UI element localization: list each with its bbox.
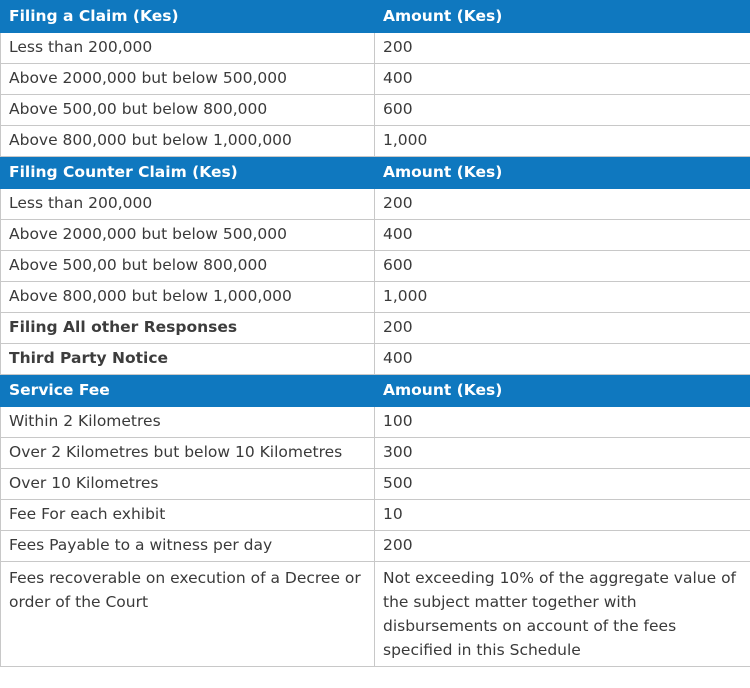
amount-cell: Not exceeding 10% of the aggregate value of the subject matter together with disbursements on account of the fees specified in this Schedule xyxy=(375,562,750,667)
table-row xyxy=(1,282,750,313)
description-cell: Above 500,00 but below 800,000 xyxy=(1,95,375,126)
header-cell: Amount (Kes) xyxy=(375,375,750,407)
amount-cell: 400 xyxy=(375,64,750,95)
description-cell: Filing All other Responses xyxy=(1,313,375,344)
amount-cell: 200 xyxy=(375,189,750,220)
amount-cell: 600 xyxy=(375,251,750,282)
table-row xyxy=(1,251,750,282)
amount-cell: 200 xyxy=(375,531,750,562)
amount-cell: 200 xyxy=(375,33,750,64)
description-cell: Less than 200,000 xyxy=(1,189,375,220)
table-row xyxy=(1,344,750,375)
header-cell: Amount (Kes) xyxy=(375,157,750,189)
amount-cell: 400 xyxy=(375,220,750,251)
header-cell: Amount (Kes) xyxy=(375,1,750,33)
amount-cell: 1,000 xyxy=(375,282,750,313)
table-row xyxy=(1,407,750,438)
table-row xyxy=(1,64,750,95)
amount-cell: 500 xyxy=(375,469,750,500)
description-cell: Fees recoverable on execution of a Decree or order of the Court xyxy=(1,562,375,667)
description-cell: Over 10 Kilometres xyxy=(1,469,375,500)
amount-cell: 100 xyxy=(375,407,750,438)
description-cell: Over 2 Kilometres but below 10 Kilometres xyxy=(1,438,375,469)
amount-cell: 1,000 xyxy=(375,126,750,157)
description-cell: Above 2000,000 but below 500,000 xyxy=(1,64,375,95)
table-row xyxy=(1,126,750,157)
description-cell: Above 500,00 but below 800,000 xyxy=(1,251,375,282)
header-cell: Service Fee xyxy=(1,375,375,407)
table-row xyxy=(1,189,750,220)
table-row xyxy=(1,500,750,531)
table-row xyxy=(1,220,750,251)
section-header-counter-claim xyxy=(1,157,750,189)
description-cell: Above 2000,000 but below 500,000 xyxy=(1,220,375,251)
table-row xyxy=(1,531,750,562)
description-cell: Above 800,000 but below 1,000,000 xyxy=(1,126,375,157)
amount-cell: 200 xyxy=(375,313,750,344)
table-row xyxy=(1,33,750,64)
description-cell: Fee For each exhibit xyxy=(1,500,375,531)
header-cell: Filing a Claim (Kes) xyxy=(1,1,375,33)
amount-cell: 600 xyxy=(375,95,750,126)
amount-cell: 300 xyxy=(375,438,750,469)
description-cell: Within 2 Kilometres xyxy=(1,407,375,438)
table-row xyxy=(1,562,750,667)
table-row xyxy=(1,469,750,500)
description-cell: Fees Payable to a witness per day xyxy=(1,531,375,562)
table-row xyxy=(1,95,750,126)
description-cell: Less than 200,000 xyxy=(1,33,375,64)
table-row xyxy=(1,438,750,469)
section-header-service-fee xyxy=(1,375,750,407)
table-row xyxy=(1,313,750,344)
description-cell: Above 800,000 but below 1,000,000 xyxy=(1,282,375,313)
description-cell: Third Party Notice xyxy=(1,344,375,375)
header-cell: Filing Counter Claim (Kes) xyxy=(1,157,375,189)
amount-cell: 400 xyxy=(375,344,750,375)
section-header-filing-claim xyxy=(1,1,750,33)
amount-cell: 10 xyxy=(375,500,750,531)
